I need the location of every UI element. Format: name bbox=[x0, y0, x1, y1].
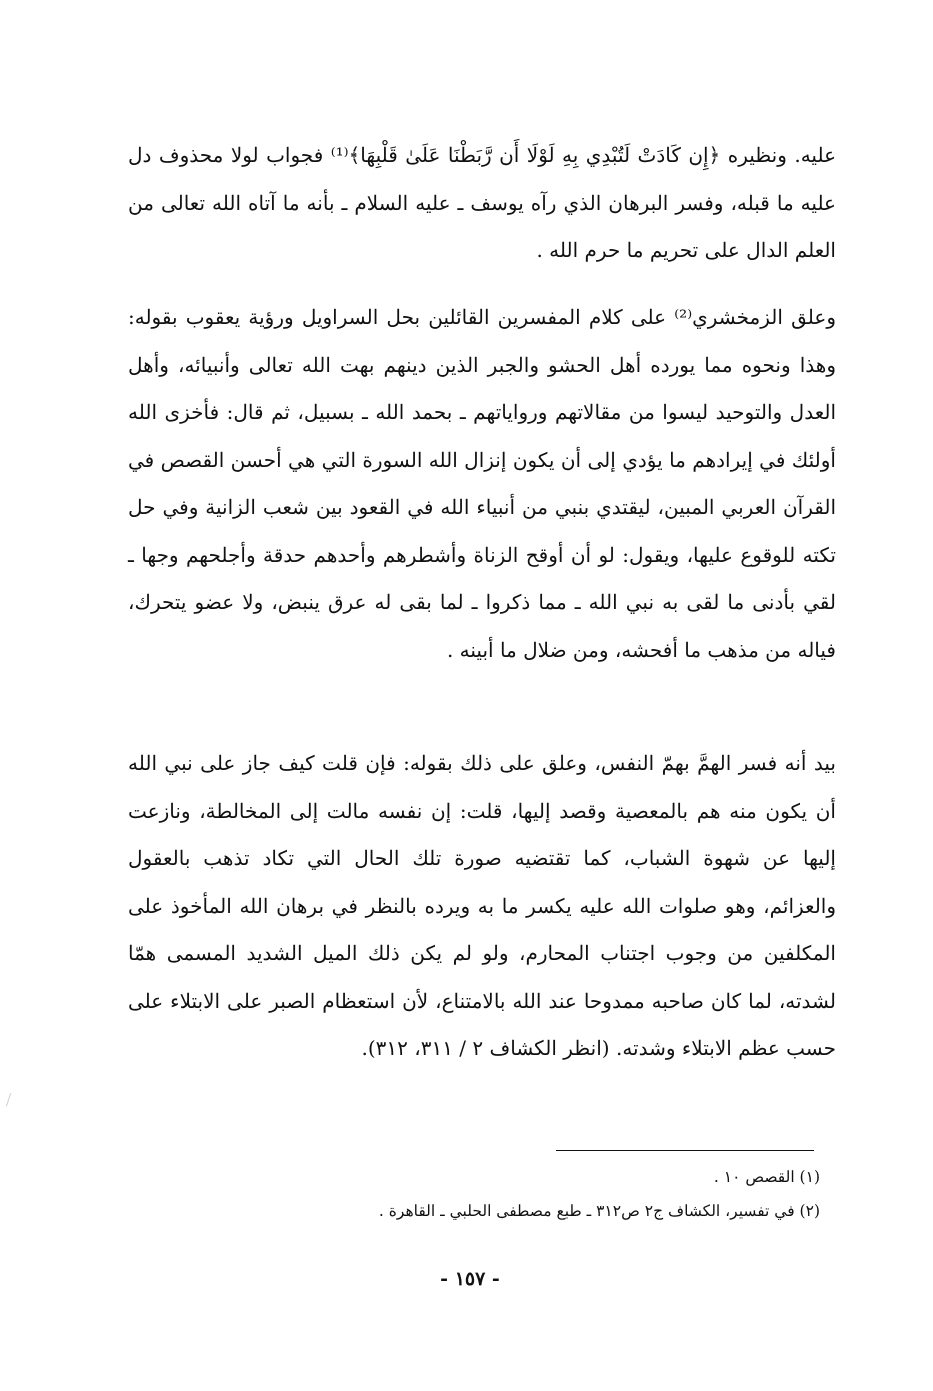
footnotes bbox=[300, 1160, 820, 1228]
footnote-separator-line bbox=[556, 1150, 814, 1151]
footnote-1: (١) القصص ١٠ . bbox=[713, 1168, 820, 1186]
page-number: - ١٥٧ - bbox=[440, 1268, 500, 1290]
paragraph-zamakhshari-comment: وعلق الزمخشري⁽²⁾ على كلام المفسرين القائلين بحل السراويل ورؤية يعقوب بقوله: وهذا ونحوه مما يورده أهل الحشو والجبر الذين دينهم بهت الله تعالى وأنبيائه، وأهل العدل والتوحيد ليسوا من مقالاتهم ورواياتهم ـ بحمد الله ـ بسبيل، ثم قال: فأخزى الله أولئك في إيرادهم ما يؤدي إلى أن يكون إنزال الله السورة التي هي أحسن القصص في القرآن العربي المبين، ليقتدي بنبي من أنبياء الله في القعود بين شعب الزانية وفي حل تكته للوقوع عليها، ويقول: لو أن أوقح الزناة وأشطرهم وأحدهم حدقة وأجلحهم وجها ـ لقي بأدنى ما لقى به نبي الله ـ مما ذكروا ـ لما بقى له عرق ينبض، ولا عضو يتحرك، فياله من مذهب ما أفحشه، ومن ضلال ما أبينه . bbox=[128, 305, 837, 662]
paragraph-interpretation-of-hamm: بيد أنه فسر الهمَّ بهمّ النفس، وعلق على ذلك بقوله: فإن قلت كيف جاز على نبي الله أن يكون منه هم بالمعصية وقصد إليها، قلت: إن نفسه مالت إلى المخالطة، ونازعت إليها عن شهوة الشباب، كما تقتضيه صورة تلك الحال التي تكاد تذهب بالعقول والعزائم، وهو صلوات الله عليه يكسر ما به ويرده بالنظر في برهان الله المأخوذ على المكلفين من وجوب اجتناب المحارم، ولو لم يكن ذلك الميل الشديد المسمى همّا لشدته، لما كان صاحبه ممدوحا عند الله بالامتناع، لأن استعظام الصبر على الابتلاء على حسب عظم الابتلاء وشدته. (انظر الكشاف ٢ / ٣١١، ٣١٢). bbox=[128, 751, 836, 1060]
footnote-2: (٢) في تفسير، الكشاف ج٢ ص٣١٢ ـ طبع مصطفى الحلبي ـ القاهرة . bbox=[378, 1202, 820, 1220]
margin-scan-mark bbox=[6, 1093, 13, 1107]
paragraph-commentary-verse: عليه. ونظيره ﴿إِن كَادَتْ لَتُبْدِي بِهِ لَوْلَا أَن رَّبَطْنَا عَلَىٰ قَلْبِهَا﴾⁽¹⁾ فجواب لولا محذوف دل عليه ما قبله، وفسر البرهان الذي رآه يوسف ـ عليه السلام ـ بأنه ما آتاه الله تعالى من العلم الدال على تحريم ما حرم الله . bbox=[128, 143, 836, 262]
